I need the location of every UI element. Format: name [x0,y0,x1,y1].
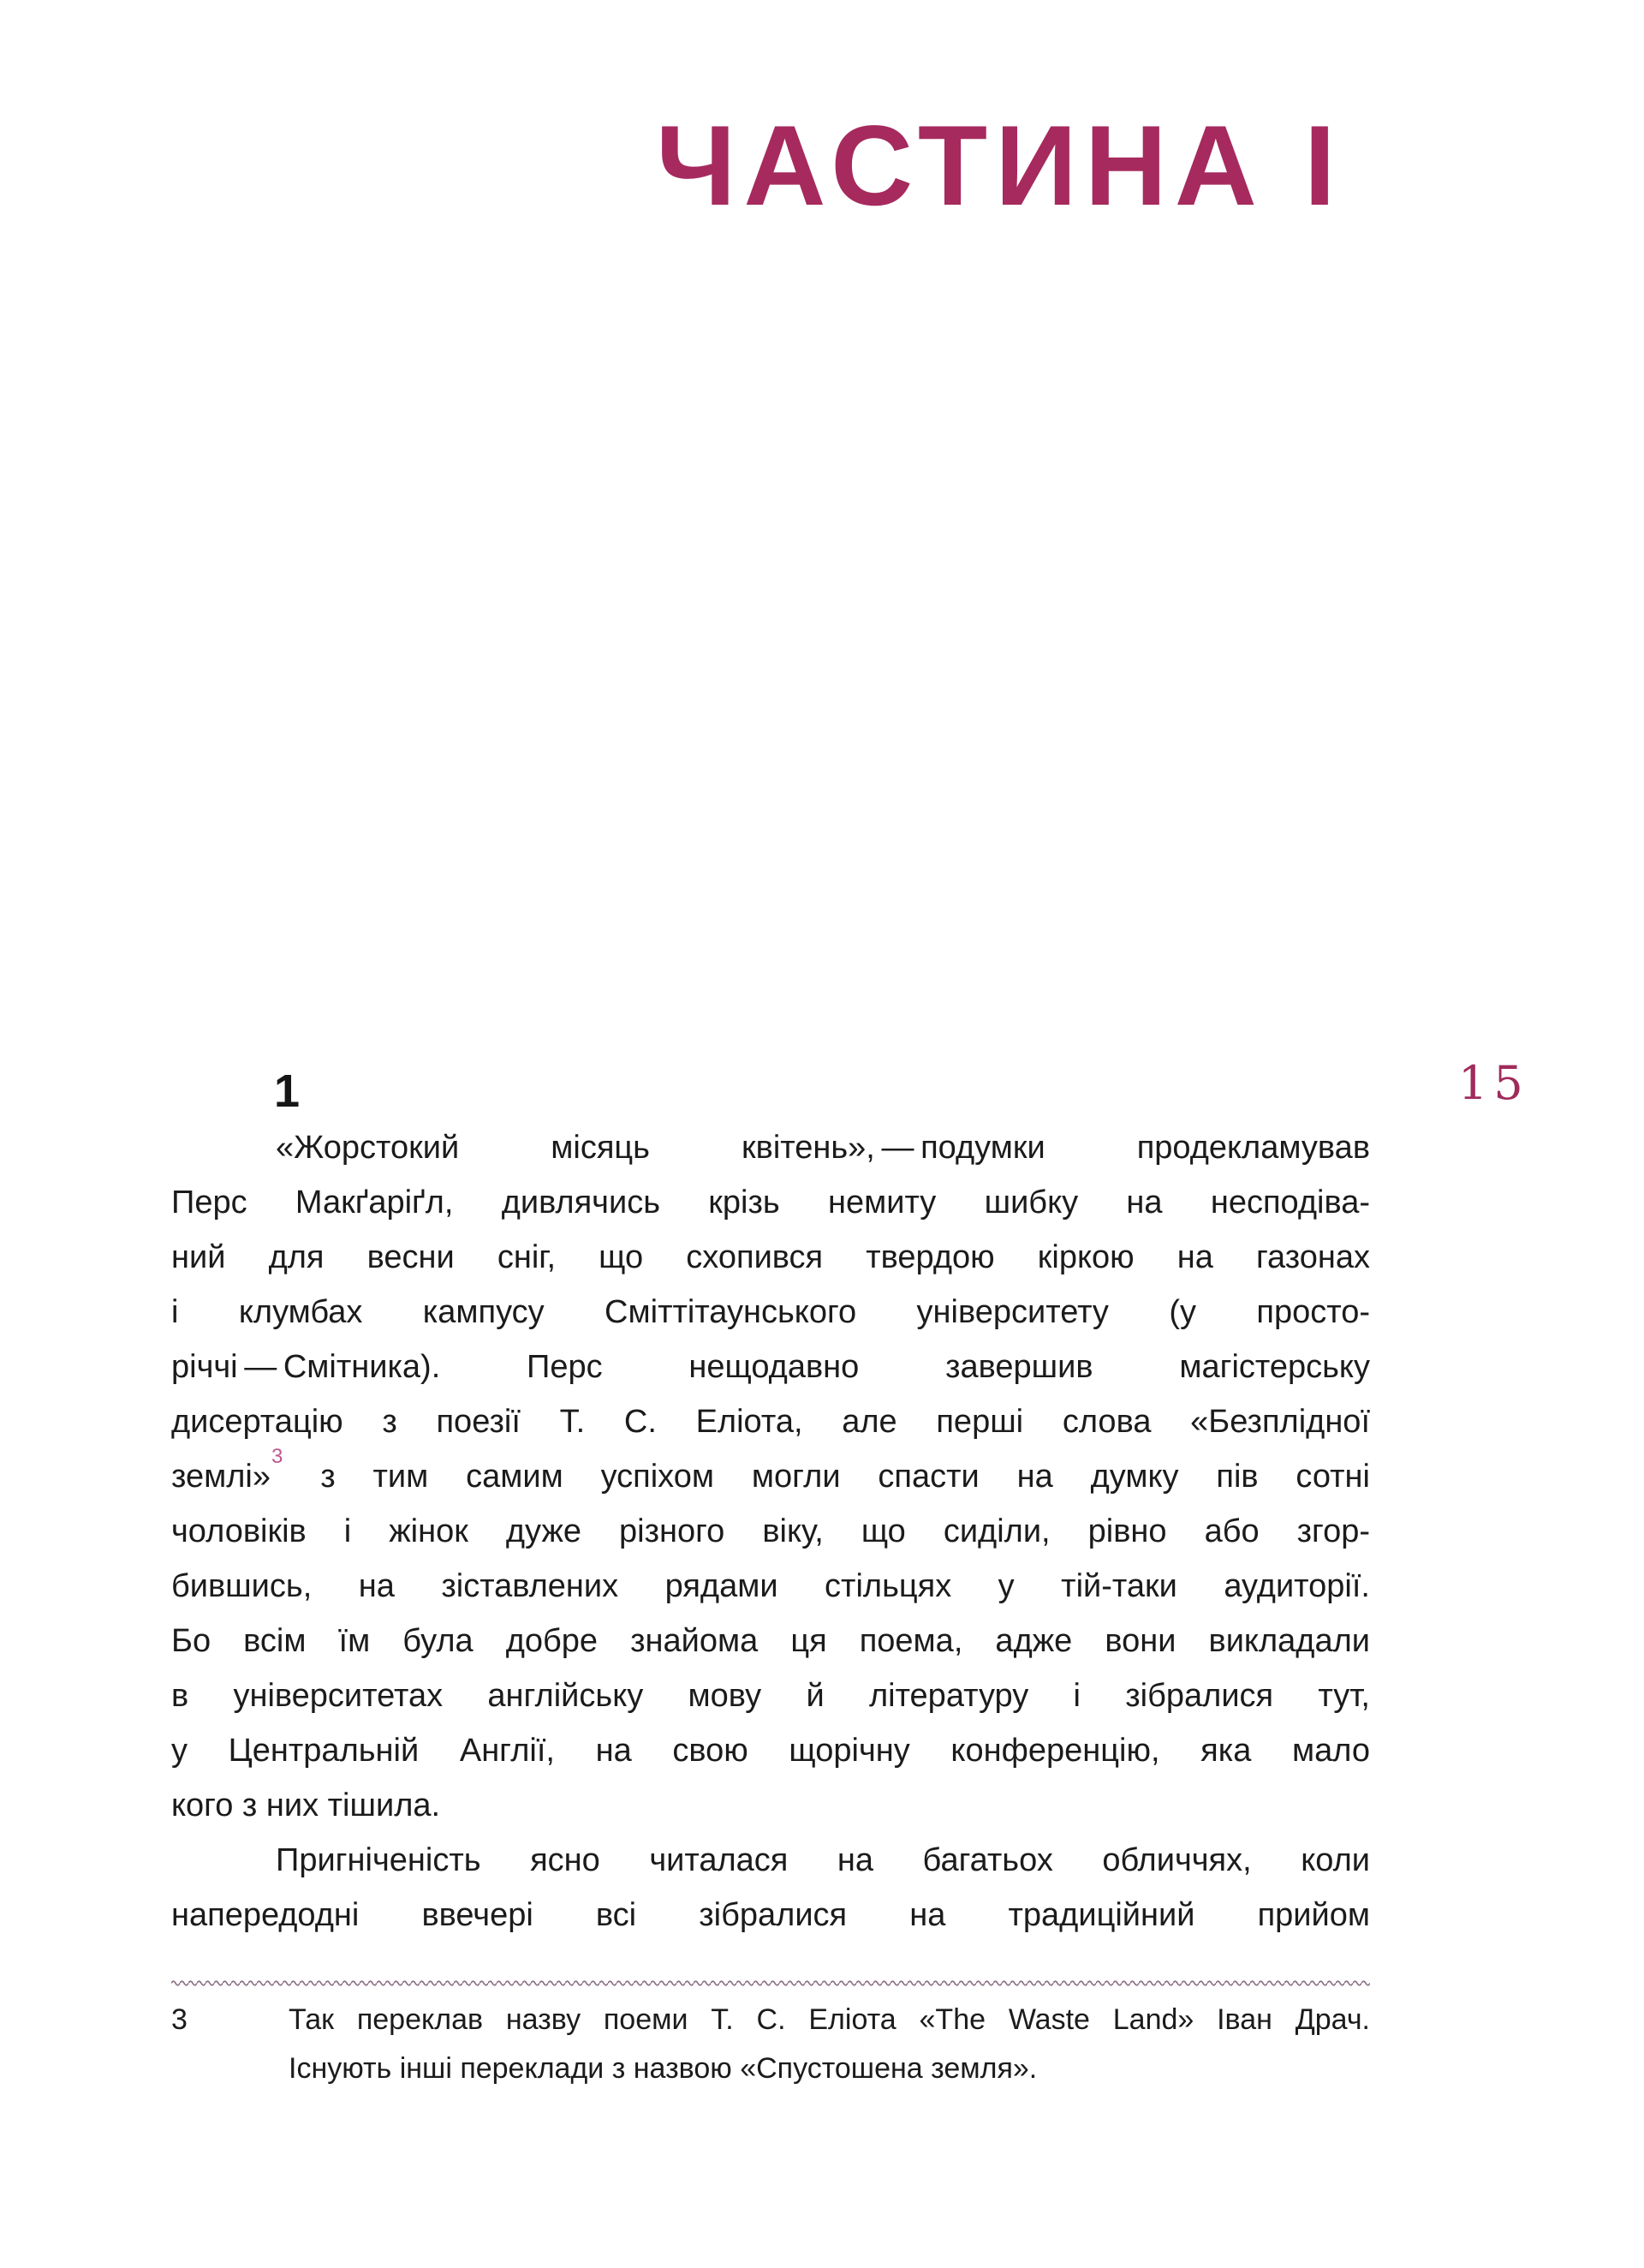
body-text-line: «Жорстокий місяць квітень», — подумки продекламував [276,1130,1370,1166]
line-pre-text: землі» [171,1459,271,1495]
body-text-line-paragraph-end: кого з них тішила. [171,1788,441,1823]
body-text-line: ний для весни сніг, що схопився твердою кіркою на газонах [171,1239,1370,1275]
body-text-line: у Центральній Англії, на свою щорічну конференцію, яка мало [171,1733,1370,1769]
body-text-line: чоловіків і жінок дуже різного віку, що сиділи, рівно або згор- [171,1513,1370,1549]
body-text-line: бившись, на зіставлених рядами стільцях у тій-таки аудиторії. [171,1568,1370,1604]
section-number: 1 [274,1065,301,1117]
footnote-text [289,1996,1370,2093]
body-text-line: Перс Макґаріґл, дивлячись крізь немиту шибку на несподіва- [171,1185,1370,1221]
line-post-text: з тим самим успіхом могли спасти на думку пів сотні [320,1459,1370,1495]
body-text-line: напередодні ввечері всі зібралися на традиційний прийом [171,1897,1370,1933]
footnote [171,1996,1370,2093]
body-text-line-with-footnote-ref [171,1445,1370,1504]
body-text-line: річчі — Смітника). Перс нещодавно завершив магістерську [171,1349,1370,1385]
body-text-line: Бо всім їм була добре знайома ця поема, адже вони викладали [171,1623,1370,1659]
part-title: ЧАСТИНА І [656,103,1343,230]
body-text-line-paragraph-start: Пригніченість ясно читалася на багатьох обличчях, коли [276,1842,1370,1878]
body-text-line: дисертацію з поезії Т. С. Еліота, але перші слова «Безплідної [171,1404,1370,1440]
body-text-block [171,1120,1370,1943]
body-text-line: в університетах англійську мову й літературу і зібралися тут, [171,1678,1370,1714]
footnote-line: Існують інші переклади з назвою «Спустошена земля». [289,2052,1038,2085]
footnote-reference[interactable]: 3 [271,1445,283,1469]
footnote-divider-wave [171,1976,1370,1984]
page-number: 15 [1458,1056,1529,1110]
footnote-marker: 3 [171,2003,188,2036]
body-text-line: і клумбах кампусу Сміттітаунського університету (у просто- [171,1294,1370,1330]
footnote-line: Так переклав назву поеми Т. С. Еліота «The Waste Land» Іван Драч. [289,2003,1370,2036]
